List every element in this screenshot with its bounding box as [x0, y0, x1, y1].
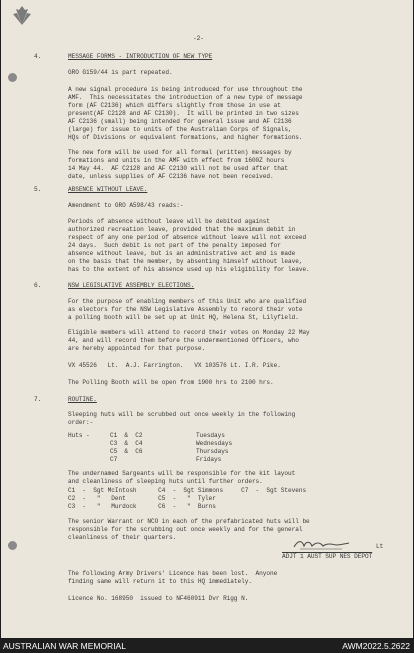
sergeants-row: C2 - " Dent C5 - " Tyler	[68, 495, 216, 502]
section-4-gro: GRO G159/44 is part repeated.	[68, 69, 173, 76]
footer-accession-number: AWM2022.5.2622	[342, 641, 410, 651]
page-number: -2-	[193, 35, 204, 42]
section-5-number: 5.	[34, 186, 42, 193]
rising-sun-emblem	[10, 5, 34, 27]
section-6-officers: VX 45526 Lt. A.J. Farrington. VX 103576 Lt. I.R. Pike.	[68, 362, 281, 369]
huts-day: Wednesdays	[196, 440, 233, 447]
section-6-number: 6.	[34, 282, 42, 289]
sergeants-row: C1 - Sgt McIntosh C4 - Sgt Simmons C7 - Sgt Stevens	[68, 487, 307, 494]
section-6-heading: NSW LEGISLATIVE ASSEMBLY ELECTIONS.	[68, 282, 195, 289]
huts-day: Tuesdays	[196, 432, 225, 439]
signature-rank: Lt	[376, 543, 384, 550]
huts-pair: C1 & C2	[110, 432, 143, 439]
huts-pair: C5 & C6	[110, 448, 143, 455]
huts-pair: C7	[110, 456, 118, 463]
licence-details: Licence No. 168950 issued to NF460911 Dvr Rigg N.	[68, 595, 249, 602]
punch-hole-bottom	[8, 541, 17, 550]
section-7-number: 7.	[34, 396, 42, 403]
footer-institution: AUSTRALIAN WAR MEMORIAL	[3, 641, 126, 651]
huts-day: Thursdays	[196, 448, 229, 455]
sergeants-row: C3 - " Murdock C6 - " Burns	[68, 503, 216, 510]
section-4-number: 4.	[34, 53, 42, 60]
huts-day: Fridays	[196, 456, 222, 463]
section-7-heading: ROUTINE.	[68, 396, 97, 403]
huts-pair: C3 & C4	[110, 440, 143, 447]
signature-title: ADJT 1 AUST SUP NES DEPOT	[282, 553, 373, 560]
section-5-amendment: Amendment to GRO A598/43 reads:-	[68, 202, 184, 209]
section-4-heading: MESSAGE FORMS - INTRODUCTION OF NEW TYPE	[68, 53, 213, 60]
archive-footer	[0, 639, 414, 653]
section-5-heading: ABSENCE WITHOUT LEAVE.	[68, 186, 148, 193]
handwritten-signature	[292, 537, 352, 551]
section-6-booth-hours: The Polling Booth will be open from 1900 hrs to 2100 hrs.	[68, 379, 274, 386]
huts-label: Huts -	[68, 432, 90, 439]
punch-hole-top	[8, 73, 17, 82]
